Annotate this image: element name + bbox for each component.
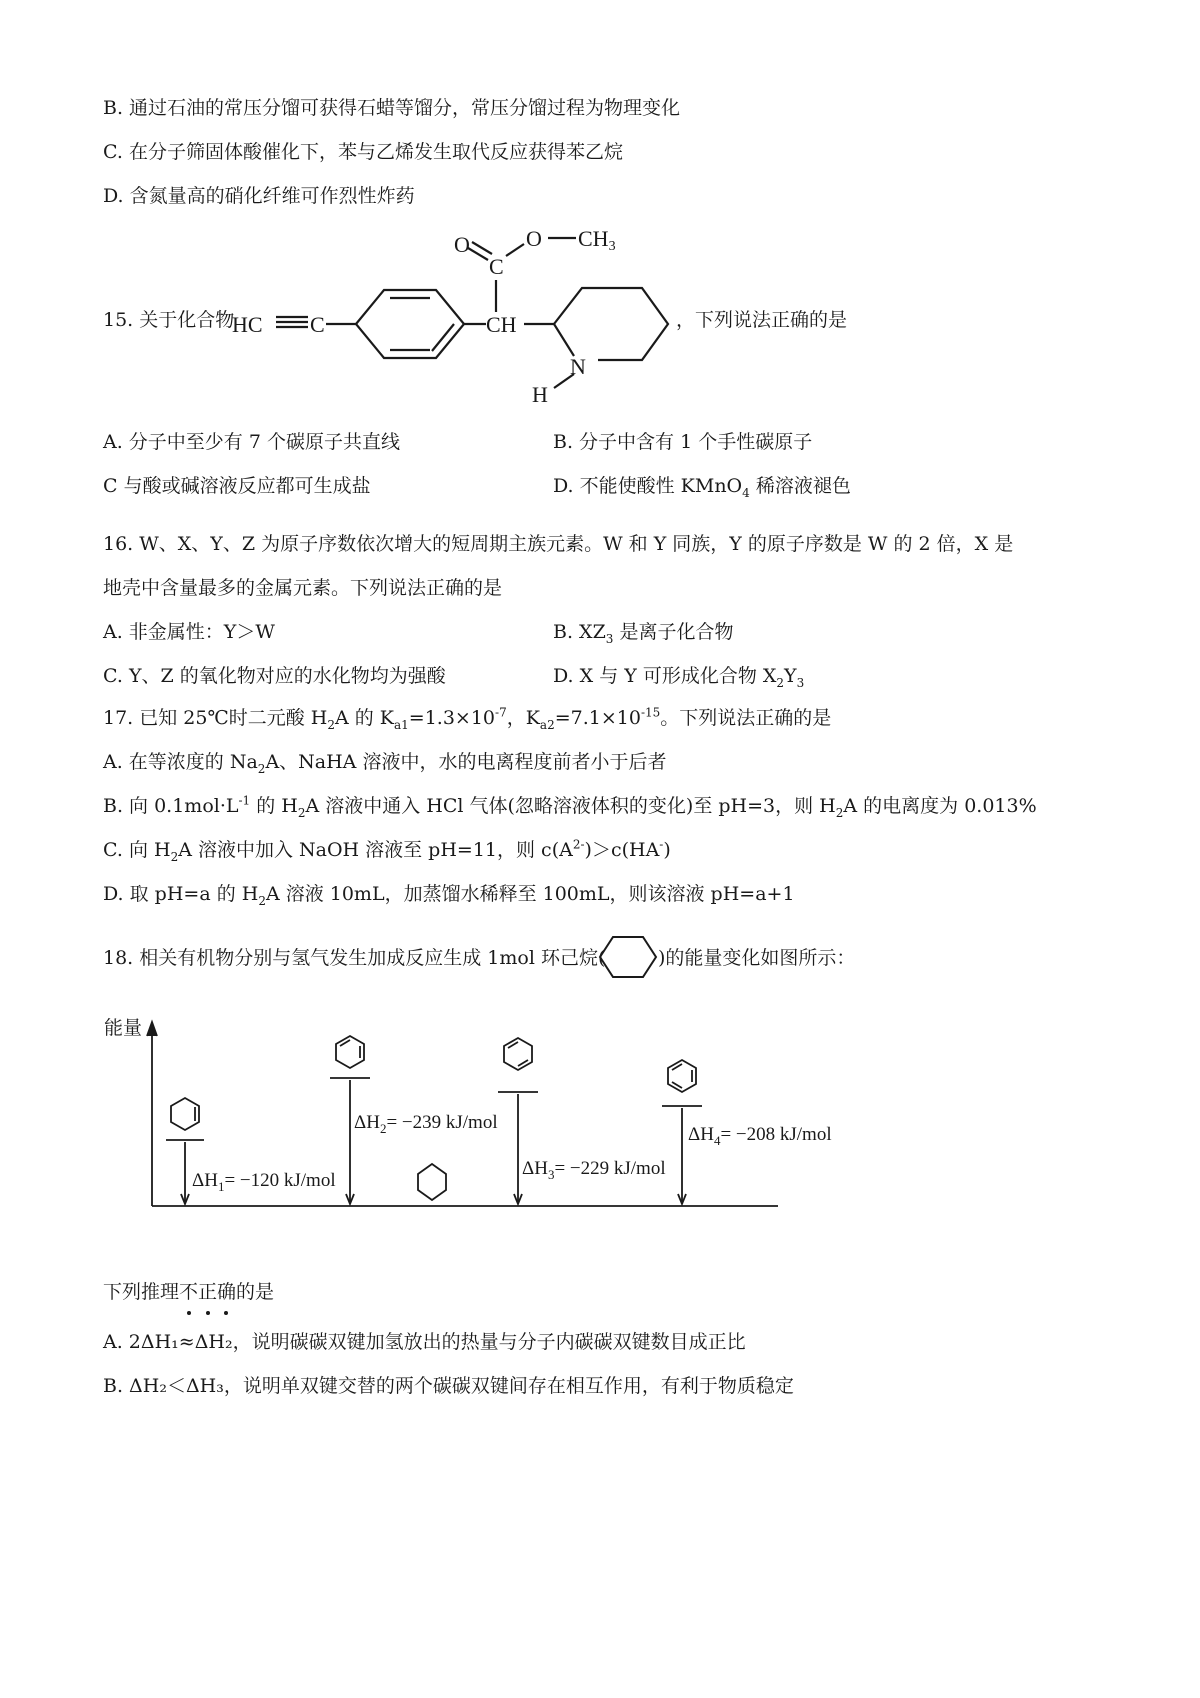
emphasis-dots-text: 不正确 (179, 1281, 236, 1303)
q18-option-b: B. ΔH₂＜ΔH₃，说明单双键交替的两个碳碳双键间存在相互作用，有利于物质稳定 (103, 1375, 794, 1397)
dh3-label: $\Delta H_3= -229$ kJ/mol (522, 1158, 666, 1182)
q16-option-c: C. Y、Z 的氧化物对应的水化物均为强酸 (103, 665, 446, 687)
ester-oxygen-label: O (526, 226, 542, 251)
q15-option-d: D. 不能使酸性 KMnO$_4$ 稀溶液褪色 (553, 475, 851, 500)
q15-structure-diagram (232, 222, 692, 410)
energy-diagram (96, 1010, 832, 1220)
alkyne-c-label: C (310, 312, 325, 337)
q15-stem-suffix: ，下列说法正确的是 (676, 309, 848, 331)
cyclohexane-inline-icon (598, 931, 658, 983)
q18-option-a: A. 2ΔH₁≈ΔH₂，说明碳碳双键加氢放出的热量与分子内碳碳双键数目成正比 (103, 1331, 746, 1353)
q17-option-b: B. 向 $0.1mol\cdot L^{-1}$ 的 $H_2A$ 溶液中通入 HCl 气体(忽略溶液体积的变化)至 pH=3，则 $H_2A$ 的电离度为 0.013% (103, 793, 1037, 820)
alkyne-hc-label: HC (232, 312, 263, 337)
carbonyl-oxygen-label: O (454, 232, 470, 257)
q16-option-b: B. $XZ_3$ 是离子化合物 (553, 621, 734, 646)
q18-inference-prompt: 下列推理不正确 的是 (103, 1280, 274, 1304)
dh4-label: $\Delta H_4= -208$ kJ/mol (688, 1124, 832, 1148)
carbonyl-carbon-label: C (489, 254, 504, 279)
dh2-label: $\Delta H_2= -239$ kJ/mol (354, 1112, 498, 1136)
q17-option-a: A. 在等浓度的 $Na_2A$、NaHA 溶液中，水的电离程度前者小于后者 (103, 751, 667, 776)
methyl-label: CH3 (578, 226, 616, 254)
q14-option-c: C. 在分子筛固体酸催化下，苯与乙烯发生取代反应获得苯乙烷 (103, 141, 623, 163)
q18-stem-b: )的能量变化如图所示： (658, 947, 856, 969)
q16-option-a: A. 非金属性：Y＞W (103, 621, 275, 643)
methine-ch-label: CH (486, 312, 517, 337)
q15-option-b: B. 分子中含有 1 个手性碳原子 (553, 431, 813, 453)
q16-stem-line1: 16. W、X、Y、Z 为原子序数依次增大的短周期主族元素。W 和 Y 同族，Y 的原子序数是 W 的 2 倍，X 是 (103, 533, 1014, 555)
q15-option-a: A. 分子中至少有 7 个碳原子共直线 (103, 431, 400, 453)
q15-option-c: C 与酸或碱溶液反应都可生成盐 (103, 475, 371, 497)
q17-option-d: D. 取 pH=a 的 $H_2A$ 溶液 10mL，加蒸馏水稀释至 100mL，则该溶液 pH=a+1 (103, 883, 795, 908)
q17-option-c: C. 向 $H_2A$ 溶液中加入 NaOH 溶液至 pH=11，则 $c(A^{2-})>c(HA^-)$ (103, 837, 671, 864)
amine-h-label: H (532, 382, 548, 407)
q18-stem-a: 18. 相关有机物分别与氢气发生加成反应生成 1mol 环己烷( (103, 947, 606, 969)
nitrogen-label: N (570, 354, 586, 379)
dh1-label: $\Delta H_1= -120$ kJ/mol (192, 1170, 336, 1194)
q16-option-d: D. X 与 Y 可形成化合物 $X_2Y_3$ (553, 665, 805, 690)
q14-option-d: D. 含氮量高的硝化纤维可作烈性炸药 (103, 185, 415, 207)
q15-stem-prefix: 15. 关于化合物 (103, 309, 235, 331)
q17-stem: 17. 已知 25℃时二元酸 $H_2A$ 的 $K_{a1}=1.3\times 10^{-7}$，$K_{a2}=7.1\times 10^{-15}$。下列说法正确的是 (103, 705, 832, 732)
q16-stem-line2: 地壳中含量最多的金属元素。下列说法正确的是 (103, 577, 503, 599)
energy-axis-label: 能量 (104, 1018, 143, 1039)
q14-option-b: B. 通过石油的常压分馏可获得石蜡等馏分，常压分馏过程为物理变化 (103, 97, 681, 119)
